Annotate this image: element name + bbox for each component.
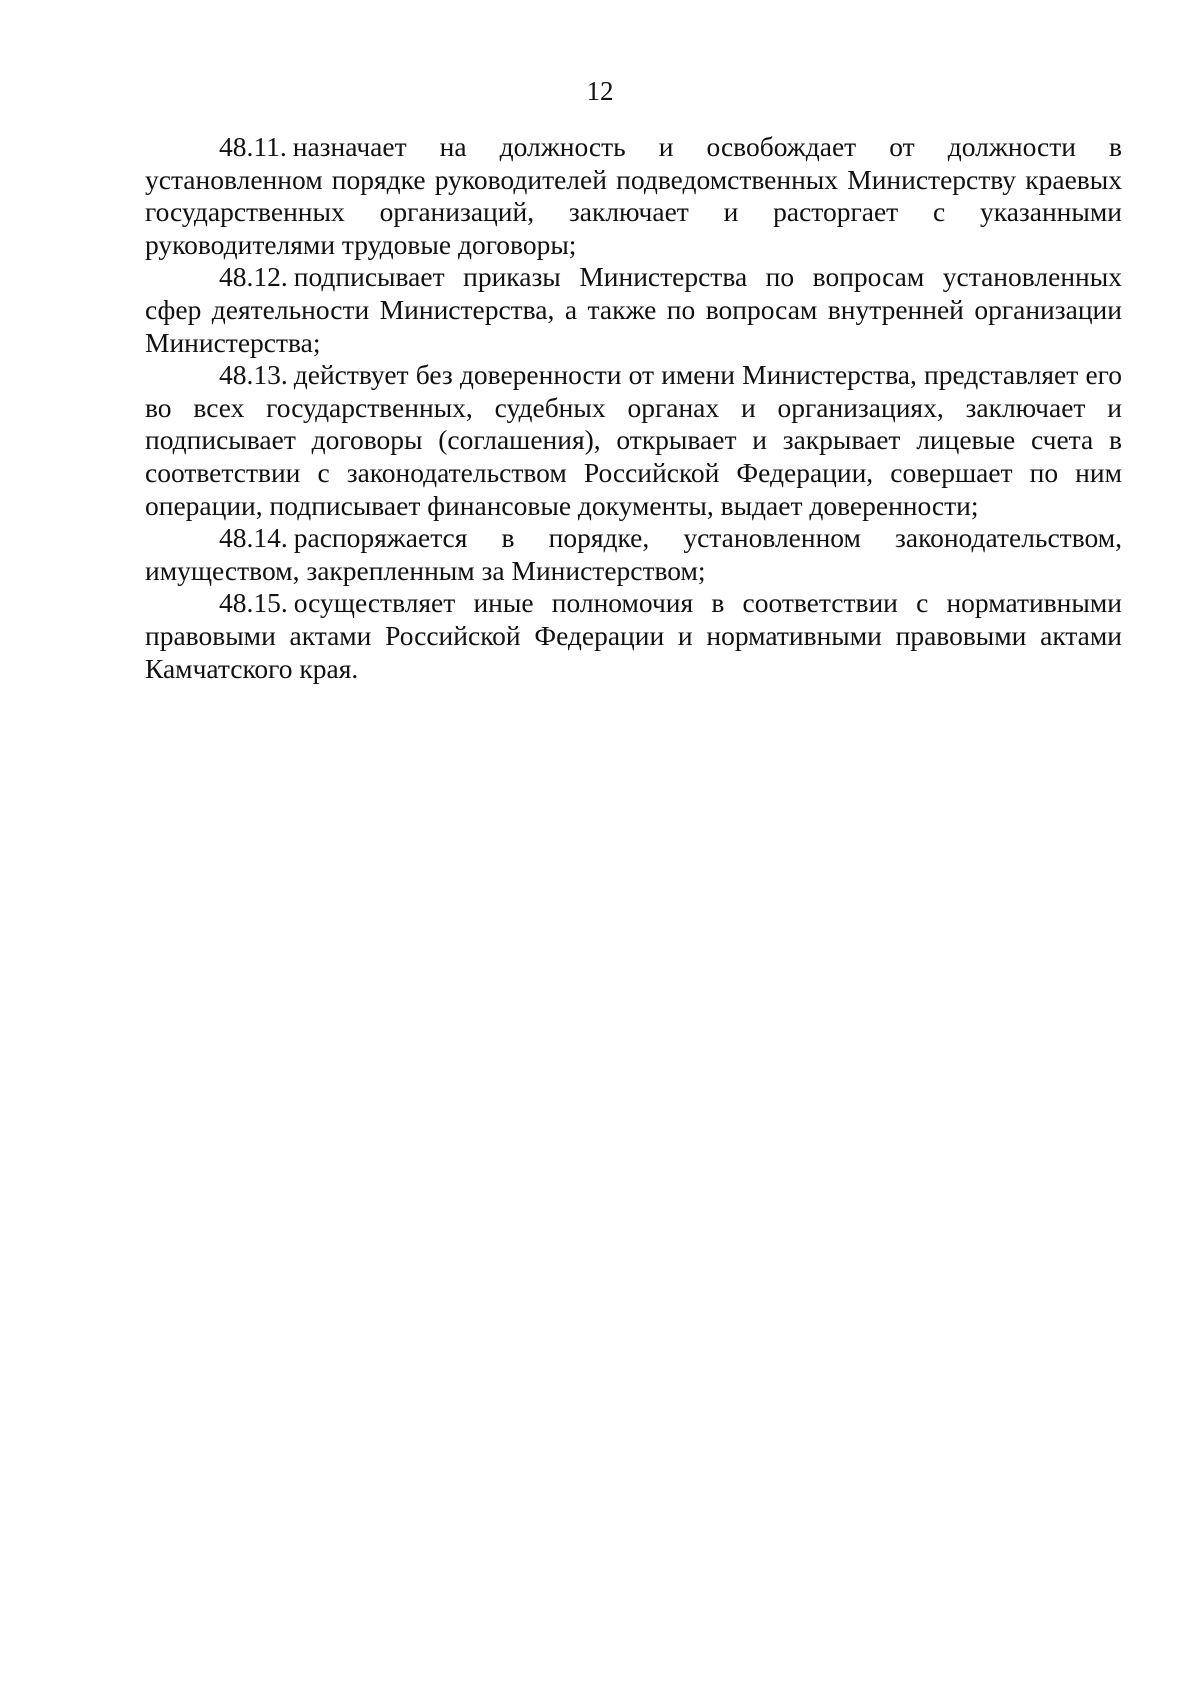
paragraph-text: подписывает приказы Министерства по вопросам установленных сфер деятельности Министерства, а также по вопросам внутренней организации Министерства; bbox=[145, 261, 1122, 358]
paragraph-number: 48.12. bbox=[219, 261, 288, 293]
paragraph-48-13 bbox=[145, 359, 1122, 522]
paragraph-text: осуществляет иные полномочия в соответствии с нормативными правовыми актами Российской Федерации и нормативными правовыми актами Камчатского края. bbox=[145, 587, 1122, 684]
paragraph-48-12 bbox=[145, 261, 1122, 359]
paragraph-text: назначает на должность и освобождает от должности в установленном порядке руководителей подведомственных Министерству краевых государственных организаций, заключает и расторгает с указанными руководителями трудовые договоры; bbox=[145, 131, 1122, 260]
paragraph-number: 48.14. bbox=[219, 522, 288, 554]
paragraph-number: 48.15. bbox=[219, 587, 288, 619]
paragraph-number: 48.11. bbox=[219, 131, 287, 162]
paragraph-text: действует без доверенности от имени Министерства, представляет его во всех государственных, судебных органах и организациях, заключает и подписывает договоры (соглашения), открывает и закрывает лицевые счета в соответствии с законодательством Российской Федерации, совершает по ним операции, подписывает финансовые документы, выдает доверенности; bbox=[145, 359, 1122, 521]
paragraph-number: 48.13. bbox=[219, 359, 288, 391]
paragraph-text: распоряжается в порядке, установленном законодательством, имуществом, закрепленным за Министерством; bbox=[145, 522, 1122, 586]
document-body bbox=[145, 131, 1122, 685]
paragraph-48-15 bbox=[145, 587, 1122, 685]
paragraph-48-11 bbox=[145, 131, 1122, 261]
page-number: 12 bbox=[586, 76, 614, 106]
paragraph-48-14 bbox=[145, 522, 1122, 587]
